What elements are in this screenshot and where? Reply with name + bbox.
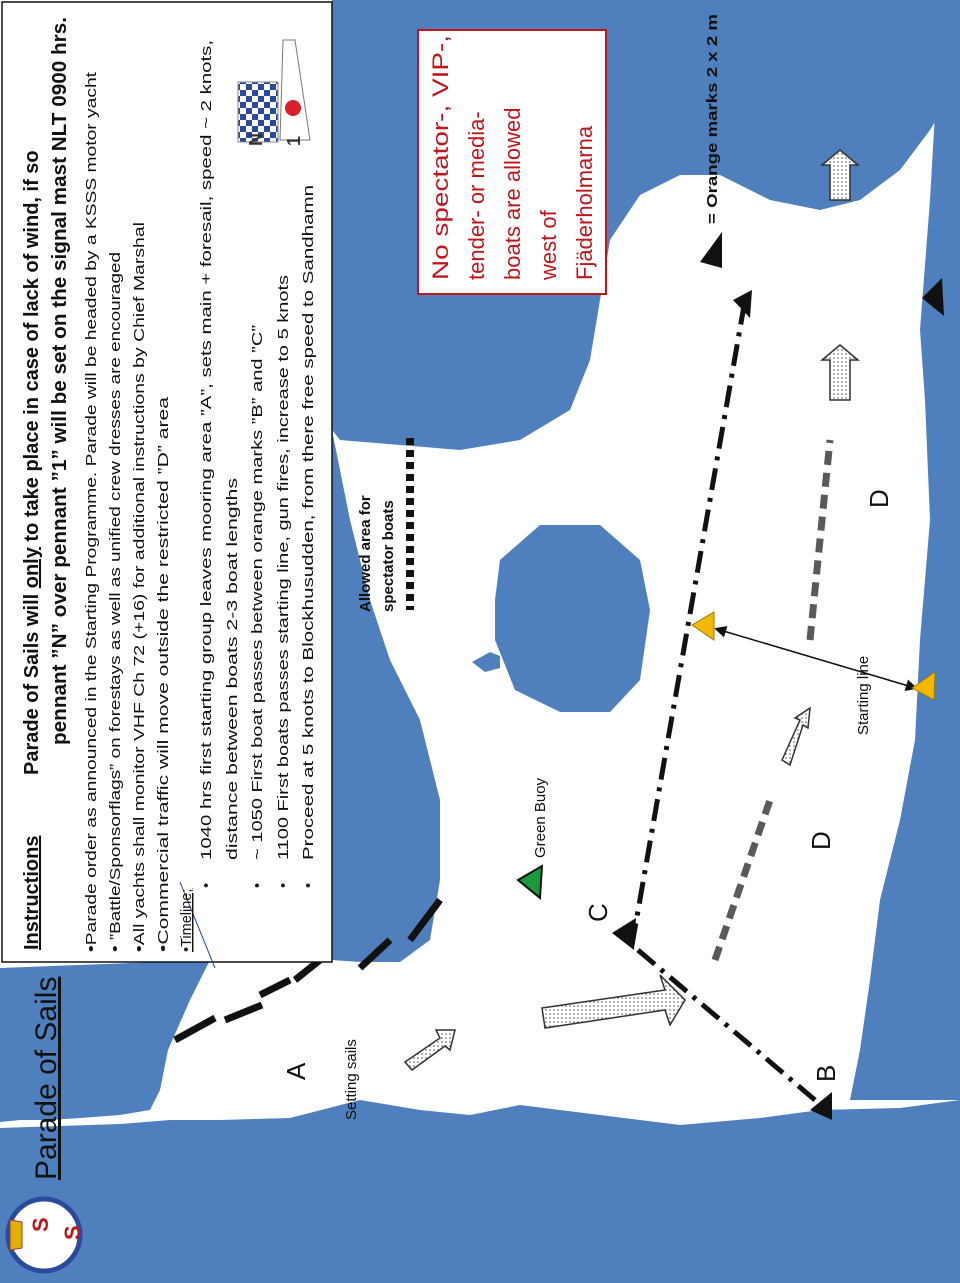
bullet-5: •Timeline;	[179, 888, 195, 952]
instructions-line1	[21, 150, 43, 775]
orange-marks	[692, 612, 935, 700]
starting-line-arrow	[720, 630, 912, 687]
arrow-right-1	[822, 345, 858, 400]
warning-line-5: Fjäderholmarna	[572, 125, 597, 280]
warning-line-4: west of	[536, 210, 561, 280]
green-buoy-icon	[518, 866, 542, 898]
green-buoy-label: Green Buoy	[532, 777, 549, 858]
arrow-d-left	[782, 708, 810, 765]
parade-route	[632, 300, 815, 1100]
bullet-3: •All yachts shall monitor VHF Ch 72 (+16) for additional instructions by Chief Marshal	[132, 407, 148, 952]
logo-letter-2: S	[28, 1217, 53, 1232]
pennant-1-label: 1	[284, 135, 304, 146]
timeline-4-marker: •	[301, 882, 317, 888]
line1-underlined: only	[21, 547, 43, 589]
island	[495, 525, 650, 712]
arrow-setting-sails	[405, 1030, 455, 1070]
mark-b-label: B	[811, 1064, 841, 1082]
timeline-4-line1: Proceed at 5 knots to Blockhusudden, from there free speed to Sandhamn	[301, 382, 317, 860]
logo-letter-3: S	[60, 1225, 85, 1240]
warning-line-2: tender- or media-	[464, 111, 489, 280]
instructions-heading: Instructions	[21, 835, 43, 950]
area-a-label: A	[281, 1062, 311, 1080]
area-d-right-label: D	[864, 489, 894, 508]
mark-legend-triangle	[700, 232, 722, 268]
instructions-line2: pennant ”N” over pennant ”1” will be set on the signal mast NLT 0900 hrs.	[49, 41, 71, 745]
pennant-n-label: N	[246, 133, 266, 146]
pennant-n-icon	[238, 82, 278, 142]
island-spit	[472, 652, 500, 672]
warning-line-1: No spectator-, VIP-,	[428, 86, 453, 280]
bullet-1: •Parade order as announced in the Starting Programme. Parade will be headed by a KSSS motor yacht	[84, 288, 100, 952]
crown-icon	[10, 1220, 22, 1250]
big-direction-arrow	[542, 975, 685, 1028]
timeline-2-line1: ~ 1050 First boat passes between orange marks ”B” and ”C”	[250, 473, 266, 860]
bullet-4: •Commercial traffic will move outside the restricted ”D” area	[156, 570, 172, 952]
page-title: Parade of Sails	[30, 976, 63, 1180]
water-bottom	[0, 1100, 960, 1283]
restricted-d-boundaries	[715, 440, 830, 960]
orange-marks-legend: = Orange marks 2 x 2 m	[704, 55, 721, 224]
bullet-2: • ”Battle/Sponsorflags” on forestays as well as unified crew dresses are encouraged	[108, 414, 124, 952]
mark-c-triangle	[612, 918, 636, 950]
timeline-3-marker: •	[276, 882, 292, 888]
starting-line-label: Starting line	[855, 655, 872, 735]
mark-c-label: C	[583, 903, 613, 922]
area-d-left-label: D	[806, 831, 836, 850]
timeline-1-marker: •	[199, 882, 215, 888]
line1-after: to take place in case of lack of wind, if so	[21, 150, 43, 548]
timeline-3-line1: 1100 First boats passes starting line, gun fires, increase to 5 knots	[276, 435, 292, 860]
spectator-area-line1: Allowed area for	[357, 495, 374, 612]
orange-mark-1	[692, 612, 714, 640]
spectator-area-line2: spectator boats	[380, 500, 397, 612]
setting-sails-label: Setting sails	[343, 1039, 360, 1120]
timeline-1-line1: 1040 hrs first starting group leaves mooring area ”A”, sets main + foresail, speed ~ 2 knots,	[199, 276, 215, 860]
timeline-1-line2: distance between boats 2-3 boat lengths	[225, 599, 241, 860]
line1-before: Parade of Sails will	[21, 588, 43, 775]
timeline-2-marker: •	[250, 882, 266, 888]
warning-line-3: boats are allowed	[500, 107, 525, 280]
